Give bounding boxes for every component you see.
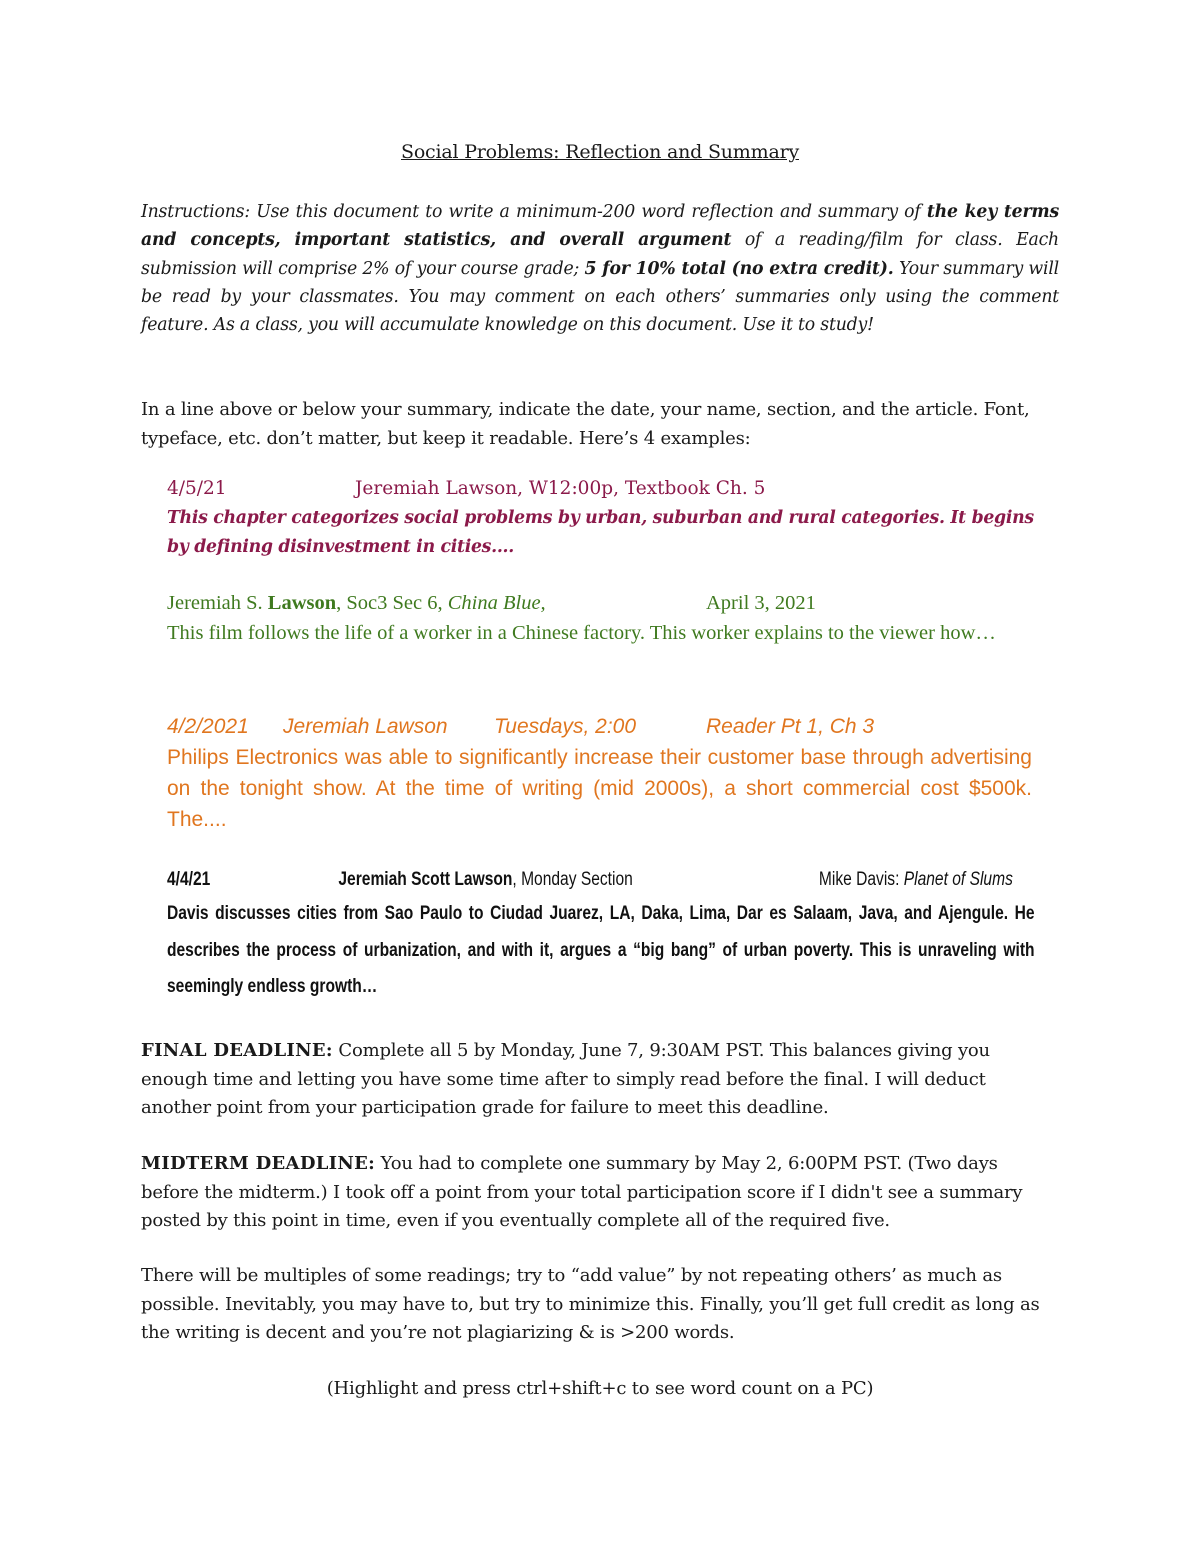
instructions-text: Instructions: Use this document to write a minimum-200 word reflection and summary of [141, 202, 927, 222]
final-deadline-label: FINAL DEADLINE: [141, 1040, 333, 1061]
example-3-reading: Reader Pt 1, Ch 3 [706, 715, 875, 738]
example-2-name: Jeremiah S. [167, 592, 268, 614]
example-3-date: 4/2/2021 [167, 715, 249, 738]
example-3-name: Jeremiah Lawson [283, 715, 448, 738]
example-3 [167, 711, 1032, 835]
final-deadline-paragraph [141, 1037, 1059, 1123]
example-4 [167, 864, 1035, 1006]
example-2-citation [167, 588, 546, 618]
example-1 [167, 474, 1037, 561]
example-1-info: Jeremiah Lawson, W12:00p, Textbook Ch. 5 [355, 478, 766, 499]
instructions-emphasis: 5 for 10% total (no extra credit). [584, 258, 894, 279]
example-4-header [167, 864, 1035, 896]
example-2-header [167, 588, 1032, 618]
example-4-section: , Monday Section [512, 869, 633, 890]
example-4-name: Jeremiah Scott Lawson [338, 869, 513, 890]
example-2-section: , Soc3 Sec 6, [336, 592, 448, 614]
midterm-deadline-label: MIDTERM DEADLINE: [141, 1153, 376, 1174]
midterm-deadline-paragraph [141, 1150, 1059, 1236]
example-2-lastname: Lawson [267, 592, 337, 614]
intro-paragraph: In a line above or below your summary, indicate the date, your name, section, and the article. Font, typeface, etc. don’t matter, but keep it readable. Here’s 4 examples: [141, 399, 1030, 449]
instructions-text: Your summary will be read by your classmates. You may comment on each others’ summaries only using the comment feature. As a class, you will accumulate knowledge on this document. Use it to study! [141, 258, 1059, 336]
example-4-body: Davis discusses cities from Sao Paulo to Ciudad Juarez, LA, Daka, Lima, Dar es Salaam, Java, and Ajengule. He describes the process of urbanization, and with it, argues a “big bang” of urban poverty. This is unraveling with seemingly endless growth… [167, 903, 1035, 997]
final-deadline-text: Complete all 5 by Monday, June 7, 9:30AM PST. This balances giving you enough time and letting you have some time after to simply read before the final. I will deduct another point from your participation grade for failure to meet this deadline. [141, 1040, 990, 1118]
midterm-deadline-text: You had to complete one summary by May 2, 6:00PM PST. (Two days before the midterm.) I took off a point from your total participation score if I didn't see a summary posted by this point in time, even if you eventually complete all of the required five. [141, 1153, 1023, 1231]
example-3-body: Philips Electronics was able to significantly increase their customer base through advertising on the tonight show. At the time of writing (mid 2000s), a short commercial cost $500k. The.... [167, 746, 1032, 831]
example-4-byline [338, 864, 632, 896]
instructions-paragraph [141, 198, 1059, 339]
example-2-date: April 3, 2021 [706, 592, 816, 614]
example-1-date: 4/5/21 [167, 478, 227, 499]
example-4-work: Planet of Slums [903, 869, 1013, 890]
word-count-note: (Highlight and press ctrl+shift+c to see word count on a PC) [326, 1378, 874, 1399]
example-1-body: This chapter categorizes social problems by urban, suburban and rural categories. It begins by defining disinvestment in cities.... [167, 508, 1034, 557]
instructions-text: of a reading/film for class. Each submission will comprise 2% of your course grade; [141, 230, 1059, 279]
document-title: Social Problems: Reflection and Summary [401, 141, 799, 163]
example-4-source [819, 864, 1013, 896]
example-4-author: Mike Davis: [818, 869, 904, 890]
example-1-header [167, 474, 1037, 504]
multiples-paragraph: There will be multiples of some readings; try to “add value” by not repeating others’ as much as possible. Inevitably, you may have to, but try to minimize this. Finally, you’ll get full credit as long as the writing is decent and you’re not plagiarizing & is >200 words. [141, 1265, 1040, 1343]
example-3-header [167, 711, 1032, 742]
example-2 [167, 588, 1032, 649]
example-3-section: Tuesdays, 2:00 [494, 715, 637, 738]
example-2-title: China Blue, [447, 592, 546, 614]
instructions-emphasis: the key terms and concepts, important statistics, and overall argument [141, 202, 1059, 251]
example-4-date: 4/4/21 [167, 869, 211, 890]
example-2-body: This film follows the life of a worker in a Chinese factory. This worker explains to the viewer how… [167, 622, 996, 644]
